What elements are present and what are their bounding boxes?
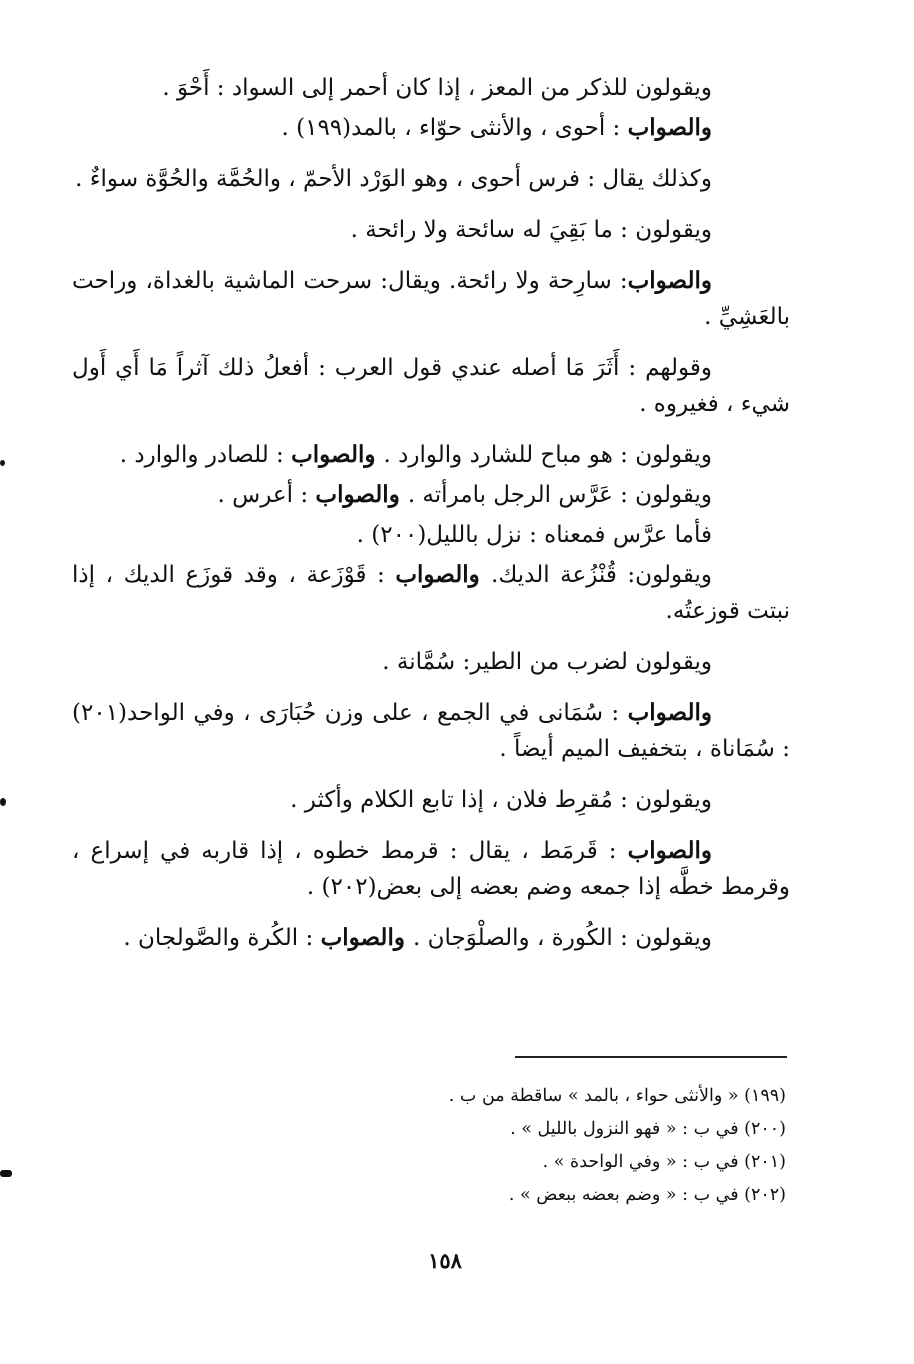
paragraph	[72, 920, 790, 956]
paragraph-text: : سُمَانى في الجمع ، على وزن حُبَارَى ، وفي الواحد(٢٠١) : سُمَاناة ، بتخفيف الميم أيضاً .	[72, 700, 790, 762]
paragraph-text: وكذلك يقال : فرس أحوى ، وهو الوَرْد الأحمّ ، والحُمَّة والحُوَّة سواءٌ .	[75, 166, 712, 192]
lead-word: والصواب	[627, 699, 712, 726]
paragraph-text: ويقولون : عَرَّس الرجل بامرأته .	[407, 482, 712, 508]
paragraph-text: ويقولون : مُقرِط فلان ، إذا تابع الكلام وأكثر .	[290, 787, 712, 813]
lead-word: والصواب	[315, 481, 408, 508]
footnote-200: (٢٠٠) في ب : « فهو النزول بالليل » .	[510, 1119, 786, 1139]
paragraph-text: : أحوى ، والأنثى حوّاء ، بالمد(١٩٩) .	[281, 115, 628, 141]
paragraph-text: : أعرس .	[217, 482, 316, 508]
main-text	[72, 70, 790, 971]
lead-word: والصواب	[627, 114, 712, 141]
paragraph	[72, 517, 790, 553]
paragraph	[72, 212, 790, 248]
paragraph	[72, 161, 790, 197]
scan-speck	[0, 1170, 12, 1177]
paragraph	[72, 70, 790, 106]
paragraph	[72, 437, 790, 473]
paragraph-text: ويقولون : ما بَقِيَ له سائحة ولا رائحة .	[350, 217, 712, 243]
paragraph-text: : قَوْزَعة ، وقد قوزَع الديك ، إذا نبتت قوزعتُه.	[72, 562, 790, 624]
paragraph-text: ويقولون للذكر من المعز ، إذا كان أحمر إلى السواد : أَحْوَ .	[162, 75, 712, 101]
paragraph-text: ويقولون لضرب من الطير: سُمَّانة .	[382, 649, 712, 675]
paragraph-text: ويقولون : هو مباح للشارد والوارد .	[383, 442, 712, 468]
paragraph	[72, 833, 790, 905]
lead-word: والصواب	[291, 441, 384, 468]
paragraph	[72, 350, 790, 422]
paragraph-text: ويقولون: قُنْزُعة الديك.	[491, 562, 712, 588]
paragraph	[72, 477, 790, 513]
paragraph-text: : للصادر والوارد .	[119, 442, 292, 468]
paragraph	[72, 695, 790, 767]
lead-word: والصواب	[627, 837, 712, 864]
paragraph	[72, 557, 790, 629]
paragraph	[72, 263, 790, 335]
paragraph-text: ويقولون : الكُورة ، والصلْوَجان .	[412, 925, 712, 951]
footnote-divider	[515, 1056, 787, 1058]
paragraph-text: : قَرمَط ، يقال : قرمط خطوه ، إذا قاربه في إسراع ، وقرمط خطَّه إذا جمعه وضم بعضه إلى بعض(٢٠٢) .	[72, 838, 790, 900]
lead-word: والصواب	[627, 267, 712, 294]
footnote-199: (١٩٩) « والأنثى حواء ، بالمد » ساقطة من ب .	[448, 1086, 786, 1106]
page-number: ١٥٨	[428, 1248, 462, 1273]
footnotes	[266, 1080, 786, 1212]
lead-word: والصواب	[320, 924, 413, 951]
paragraph	[72, 110, 790, 146]
paragraph	[72, 644, 790, 680]
scan-speck	[0, 798, 6, 806]
paragraph-text: فأما عرَّس فمعناه : نزل بالليل(٢٠٠) .	[356, 522, 712, 548]
footnote-202: (٢٠٢) في ب : « وضم بعضه ببعض » .	[508, 1185, 786, 1205]
paragraph-text: : الكُرة والصَّولجان .	[123, 925, 321, 951]
paragraph-text: وقولهم : أَثَرَ مَا أصله عندي قول العرب : أفعلُ ذلك آثراً مَا أَي أَول شيء ، فغيروه .	[72, 355, 790, 417]
scan-speck	[0, 460, 5, 466]
paragraph	[72, 782, 790, 818]
footnote-201: (٢٠١) في ب : « وفي الواحدة » .	[542, 1152, 786, 1172]
lead-word: والصواب	[395, 561, 492, 588]
paragraph-text: : سارِحة ولا رائحة. ويقال: سرحت الماشية بالغداة، وراحت بالعَشِيِّ .	[72, 268, 790, 330]
